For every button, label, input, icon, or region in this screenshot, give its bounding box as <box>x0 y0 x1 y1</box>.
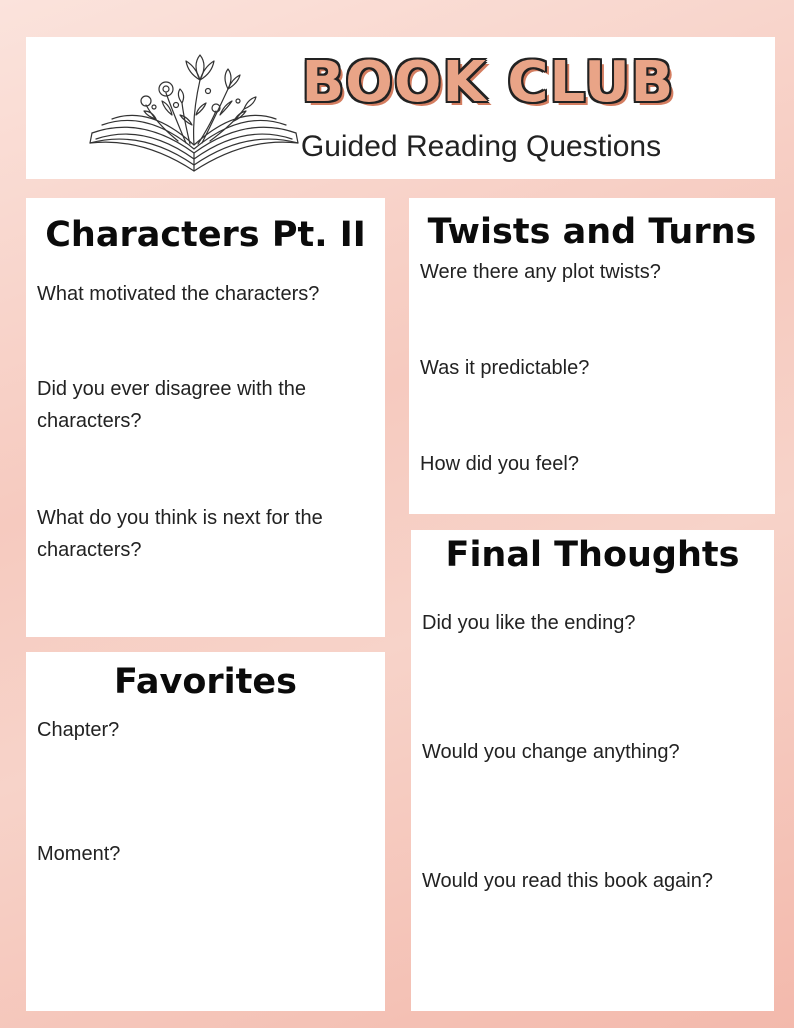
twists-question-2: Was it predictable? <box>420 357 590 379</box>
header-card <box>26 37 775 179</box>
final-question-3: Would you read this book again? <box>422 870 713 892</box>
open-book-with-flowers-icon <box>82 45 306 175</box>
characters-card <box>26 198 385 637</box>
characters-question-1: What motivated the characters? <box>37 283 320 305</box>
twists-question-1: Were there any plot twists? <box>420 261 661 283</box>
final-thoughts-title: Final Thoughts <box>445 535 740 575</box>
characters-title: Characters Pt. II <box>45 215 366 255</box>
final-question-2: Would you change anything? <box>422 741 680 763</box>
favorites-question-1: Chapter? <box>37 719 120 741</box>
twists-title: Twists and Turns <box>427 212 757 252</box>
characters-question-2: Did you ever disagree with the characters? <box>37 378 307 432</box>
favorites-question-2: Moment? <box>37 843 121 865</box>
page-subtitle: Guided Reading Questions <box>300 130 662 163</box>
final-thoughts-card <box>411 530 774 1011</box>
final-question-1: Did you like the ending? <box>422 612 636 634</box>
twists-card <box>409 198 775 514</box>
characters-question-3: What do you think is next for the characters? <box>37 507 323 561</box>
twists-question-3: How did you feel? <box>420 453 579 475</box>
page-title: BOOK CLUB <box>301 50 675 115</box>
favorites-title: Favorites <box>114 662 297 702</box>
favorites-card <box>26 652 385 1011</box>
